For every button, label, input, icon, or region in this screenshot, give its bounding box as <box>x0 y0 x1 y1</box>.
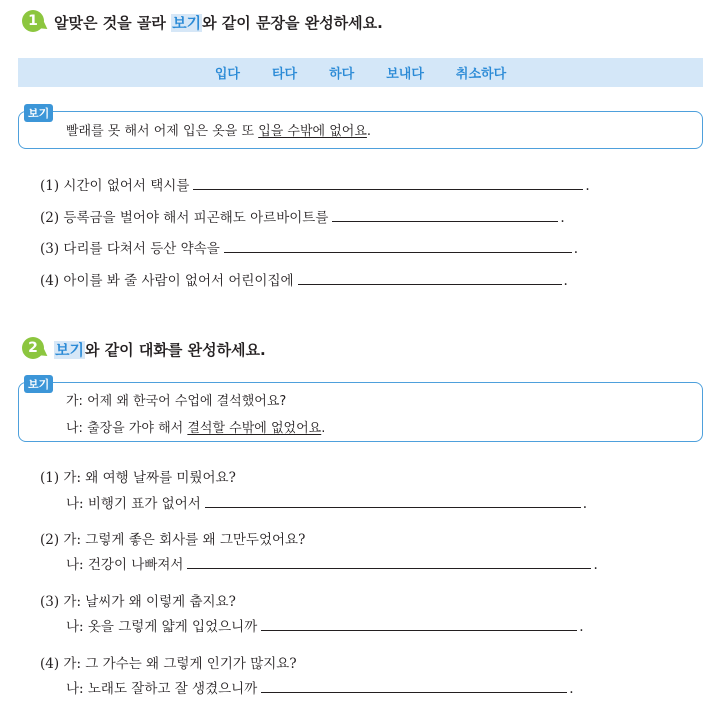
word-bank-item: 하다 <box>329 67 355 82</box>
question-4-end: . <box>563 273 568 289</box>
section2-title <box>54 339 266 360</box>
dialogue-1-b <box>66 492 587 512</box>
section2-example-answer: 결석할 수밖에 없었어요 <box>187 421 322 436</box>
dialogue-3-b-text: 나: 옷을 그렇게 얇게 입었으니까 <box>66 619 258 635</box>
dialogue-2-blank[interactable] <box>187 554 591 569</box>
section1-example-pre: 빨래를 못 해서 어제 입은 옷을 또 <box>66 124 259 139</box>
question-2-blank[interactable] <box>332 207 558 222</box>
question-1-text: (1) 시간이 없어서 택시를 <box>40 178 190 194</box>
dialogue-3-b <box>66 615 584 635</box>
dialogue-2-a: (2) 가: 그렇게 좋은 회사를 왜 그만두었어요? <box>40 532 306 548</box>
question-4-blank[interactable] <box>298 270 562 285</box>
question-2-text: (2) 등록금을 벌어야 해서 피곤해도 아르바이트를 <box>40 210 329 226</box>
dialogue-4-b <box>66 677 574 697</box>
section2-example-tag: 보기 <box>24 375 53 393</box>
dialogue-1-a: (1) 가: 왜 여행 날짜를 미뤘어요? <box>40 470 236 486</box>
section1-number: 1 <box>28 13 38 29</box>
word-bank-item: 취소하다 <box>455 67 507 82</box>
section2-number-badge <box>22 337 44 359</box>
section1-example-tag: 보기 <box>24 104 53 122</box>
dialogue-4-end: . <box>569 681 574 697</box>
dialogue-3-end: . <box>579 619 584 635</box>
section2-example-line-b <box>66 417 325 436</box>
word-bank-item: 입다 <box>214 67 240 82</box>
word-bank-item: 타다 <box>271 67 298 82</box>
section1-title <box>54 12 383 33</box>
question-2-end: . <box>560 210 565 226</box>
section2-number: 2 <box>28 340 38 356</box>
dialogue-4-b-text: 나: 노래도 잘하고 잘 생겼으니까 <box>66 681 258 697</box>
dialogue-2-b-text: 나: 건강이 나빠져서 <box>66 557 184 573</box>
dialogue-3-blank[interactable] <box>261 616 577 631</box>
question-1-blank[interactable] <box>193 175 583 190</box>
dialogue-1-end: . <box>582 496 588 512</box>
dialogue-1-b-text: 나: 비행기 표가 없어서 <box>66 496 201 512</box>
question-2 <box>40 206 565 226</box>
question-4 <box>40 269 568 289</box>
section1-example-end: . <box>366 124 372 139</box>
dialogue-2-end: . <box>593 557 598 573</box>
question-3-blank[interactable] <box>224 238 572 253</box>
section2-title-post: 와 같이 대화를 완성하세요. <box>84 341 266 359</box>
dialogue-4-a: (4) 가: 그 가수는 왜 그렇게 인기가 많지요? <box>40 656 297 672</box>
dialogue-2-b <box>66 553 598 573</box>
section1-example-answer: 입을 수밖에 없어요 <box>258 124 367 139</box>
dialogue-3-a: (3) 가: 날씨가 왜 이렇게 춥지요? <box>40 594 236 610</box>
section2-title-highlight: 보기 <box>55 341 84 359</box>
section1-title-post: 와 같이 문장을 완성하세요. <box>202 14 383 32</box>
word-bank-item: 보내다 <box>386 67 424 82</box>
question-1-end: . <box>585 178 590 194</box>
dialogue-4-blank[interactable] <box>261 678 567 693</box>
section2-example-b-pre: 나: 출장을 가야 해서 <box>66 421 188 436</box>
question-4-text: (4) 아이를 봐 줄 사람이 없어서 어린이집에 <box>40 273 294 289</box>
section1-title-highlight: 보기 <box>172 14 202 32</box>
question-3 <box>40 237 578 257</box>
section1-example-sentence <box>66 120 371 139</box>
dialogue-1-blank[interactable] <box>205 493 581 508</box>
section1-number-badge <box>22 10 44 32</box>
question-3-end: . <box>573 241 579 257</box>
section2-example-line-a: 가: 어제 왜 한국어 수업에 결석했어요? <box>66 394 287 409</box>
question-1 <box>40 174 590 194</box>
section1-title-pre: 알맞은 것을 골라 <box>54 14 172 32</box>
question-3-text: (3) 다리를 다쳐서 등산 약속을 <box>40 241 220 257</box>
section2-example-b-end: . <box>321 421 326 436</box>
word-bank <box>18 58 703 87</box>
